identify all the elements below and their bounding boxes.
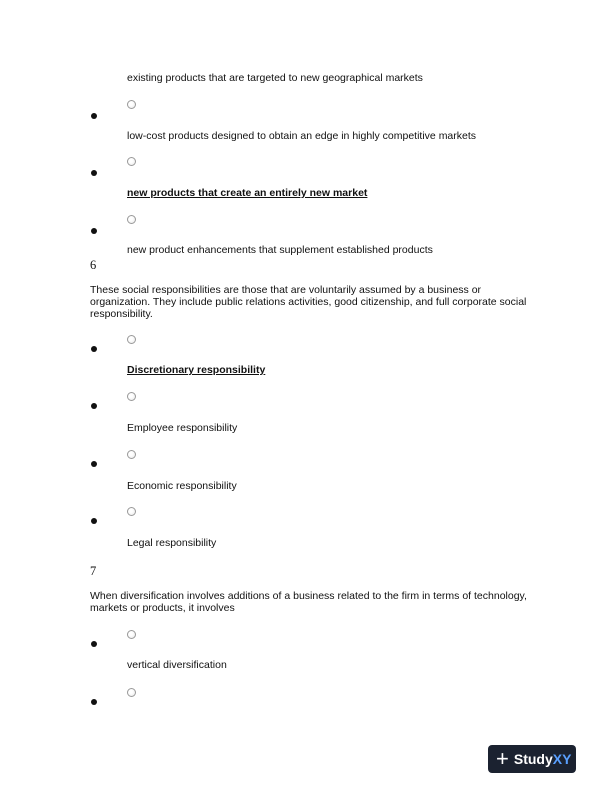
bullet-icon [91, 170, 97, 176]
q6-question-line-2: organization. They include public relations activities, good citizenship, and full corporate social [90, 296, 527, 308]
q6-option-1-correct: Discretionary responsibility [127, 364, 266, 376]
bullet-icon [91, 113, 97, 119]
radio-button-icon[interactable] [127, 335, 136, 344]
q7-question-line-2: markets or products, it involves [90, 602, 235, 614]
logo-text-xy: XY [552, 751, 572, 767]
bullet-icon [91, 346, 97, 352]
radio-button-icon[interactable] [127, 100, 136, 109]
logo-text-study: Study [513, 751, 553, 767]
logo-text [514, 751, 572, 767]
q7-question-line-1: When diversification involves additions of a business related to the firm in terms of technology, [90, 590, 527, 602]
bullet-icon [91, 518, 97, 524]
radio-button-icon[interactable] [127, 157, 136, 166]
bullet-icon [91, 641, 97, 647]
q5-option-4: new product enhancements that supplement established products [127, 244, 433, 256]
q6-question-line-3: responsibility. [90, 308, 153, 320]
radio-button-icon[interactable] [127, 688, 136, 697]
q6-option-3: Economic responsibility [127, 480, 237, 492]
radio-button-icon[interactable] [127, 392, 136, 401]
bullet-icon [91, 403, 97, 409]
bullet-icon [91, 699, 97, 705]
q6-number: 6 [90, 258, 97, 272]
studyxy-logo [488, 745, 576, 773]
radio-button-icon[interactable] [127, 215, 136, 224]
radio-button-icon[interactable] [127, 630, 136, 639]
bullet-icon [91, 228, 97, 234]
radio-button-icon[interactable] [127, 507, 136, 516]
q6-option-2: Employee responsibility [127, 422, 238, 434]
plus-icon: + [496, 746, 509, 771]
radio-button-icon[interactable] [127, 450, 136, 459]
q5-option-1: existing products that are targeted to new geographical markets [127, 72, 423, 84]
q5-option-3-correct: new products that create an entirely new market [127, 187, 368, 199]
q7-option-1: vertical diversification [127, 659, 227, 671]
q6-question-line-1: These social responsibilities are those that are voluntarily assumed by a business or [90, 284, 482, 296]
q6-option-4: Legal responsibility [127, 537, 217, 549]
q5-option-2: low-cost products designed to obtain an edge in highly competitive markets [127, 130, 477, 142]
q7-number: 7 [90, 564, 97, 578]
bullet-icon [91, 461, 97, 467]
